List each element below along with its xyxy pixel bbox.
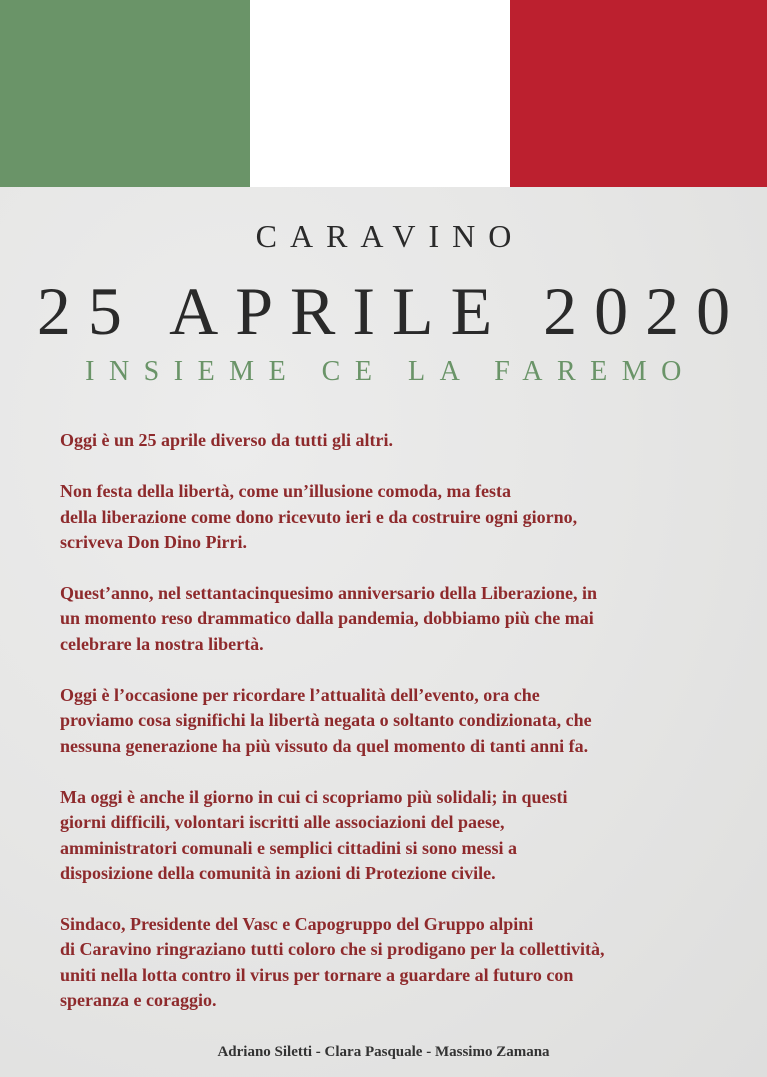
paragraph-line: disposizione della comunità in azioni di Protezione civile. [60, 862, 496, 883]
paragraph-line: Non festa della libertà, come un’illusione comoda, ma festa [60, 481, 511, 502]
paragraph-line: Ma oggi è anche il giorno in cui ci scopriamo più solidali; in questi [60, 786, 568, 807]
paragraph [60, 581, 740, 657]
paragraph-line: Quest’anno, nel settantacinquesimo anniversario della Liberazione, in [60, 583, 598, 604]
signatures: Adriano Siletti - Clara Pasquale - Massimo Zamana [217, 1044, 550, 1060]
paragraph-line: proviamo cosa significhi la libertà negata o soltanto condizionata, che [60, 710, 592, 731]
paragraph-line: nessuna generazione ha più vissuto da quel momento di tanti anni fa. [60, 735, 589, 756]
paragraph-line: scriveva Don Dino Pirri. [60, 531, 247, 552]
paragraph-line: di Caravino ringraziano tutti coloro che si prodigano per la collettività, [60, 939, 605, 960]
paragraph [60, 683, 740, 759]
flag-green-band [0, 0, 250, 187]
paragraph-line: giorni difficili, volontari iscritti alle associazioni del paese, [60, 812, 505, 833]
paragraph-line: della liberazione come dono ricevuto ieri e da costruire ogni giorno, [60, 506, 578, 527]
paragraph-line: speranza e coraggio. [60, 990, 217, 1011]
paragraph-line: amministratori comunali e semplici cittadini si sono messi a [60, 837, 517, 858]
paragraph-line: Oggi è l’occasione per ricordare l’attualità dell’evento, ora che [60, 685, 540, 706]
paragraph [60, 785, 740, 886]
italian-flag [0, 0, 767, 187]
paragraph-line: Sindaco, Presidente del Vasc e Capogruppo del Gruppo alpini [60, 914, 534, 935]
flag-white-band [250, 0, 510, 187]
paragraph-line: un momento reso drammatico dalla pandemia, dobbiamo più che mai [60, 608, 594, 629]
town-title: CARAVINO [255, 218, 525, 254]
paragraph-line: uniti nella lotta contro il virus per tornare a guardare al futuro con [60, 964, 574, 985]
paragraph [60, 912, 740, 1013]
paragraph [60, 479, 740, 555]
message-body [60, 428, 740, 1039]
paragraph [60, 428, 740, 453]
flag-red-band [510, 0, 767, 187]
paragraph-line: celebrare la nostra libertà. [60, 633, 264, 654]
motto-subtitle: INSIEME CE LA FAREMO [85, 356, 696, 387]
date-title: 25 APRILE 2020 [36, 273, 748, 349]
paragraph-line: Oggi è un 25 aprile diverso da tutti gli altri. [60, 430, 393, 450]
